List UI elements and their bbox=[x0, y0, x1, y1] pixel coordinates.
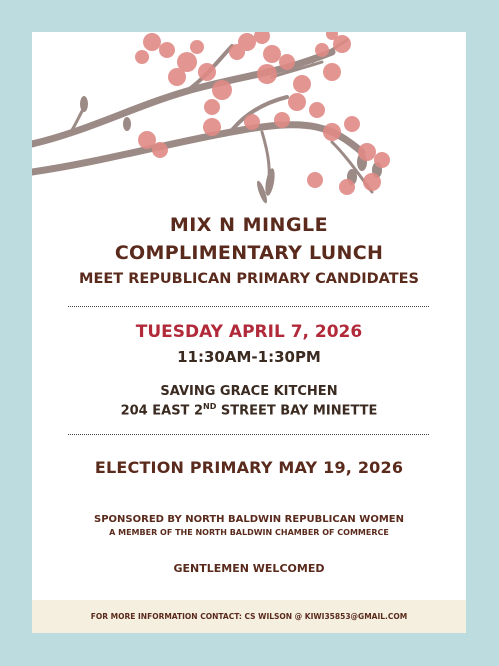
member-line: A MEMBER OF THE NORTH BALDWIN CHAMBER OF COMMERCE bbox=[109, 528, 389, 537]
election-date: ELECTION PRIMARY MAY 19, 2026 bbox=[94, 458, 404, 477]
event-tagline: MEET REPUBLICAN PRIMARY CANDIDATES bbox=[79, 271, 419, 287]
event-subtitle: COMPLIMENTARY LUNCH bbox=[114, 242, 384, 264]
dotted-divider bbox=[68, 306, 429, 307]
event-date: TUESDAY APRIL 7, 2026 bbox=[135, 322, 363, 342]
address-number: 204 EAST 2 bbox=[120, 403, 203, 419]
flyer-card bbox=[32, 32, 466, 633]
venue-name: SAVING GRACE KITCHEN bbox=[160, 384, 338, 399]
address-ordinal: ND bbox=[203, 402, 217, 411]
venue-address bbox=[32, 402, 466, 418]
dotted-divider bbox=[68, 434, 429, 435]
contact-footer: FOR MORE INFORMATION CONTACT: CS WILSON @ KIWI35853@GMAIL.COM bbox=[32, 600, 466, 633]
gentlemen-welcomed: GENTLEMEN WELCOMED bbox=[173, 562, 325, 575]
cherry-blossom-branch-illustration bbox=[32, 32, 466, 222]
event-title: MIX N MINGLE bbox=[169, 214, 329, 236]
event-time: 11:30AM-1:30PM bbox=[177, 348, 321, 366]
address-street: STREET BAY MINETTE bbox=[216, 403, 378, 419]
sponsor-line: SPONSORED BY NORTH BALDWIN REPUBLICAN WOMEN bbox=[94, 514, 404, 525]
